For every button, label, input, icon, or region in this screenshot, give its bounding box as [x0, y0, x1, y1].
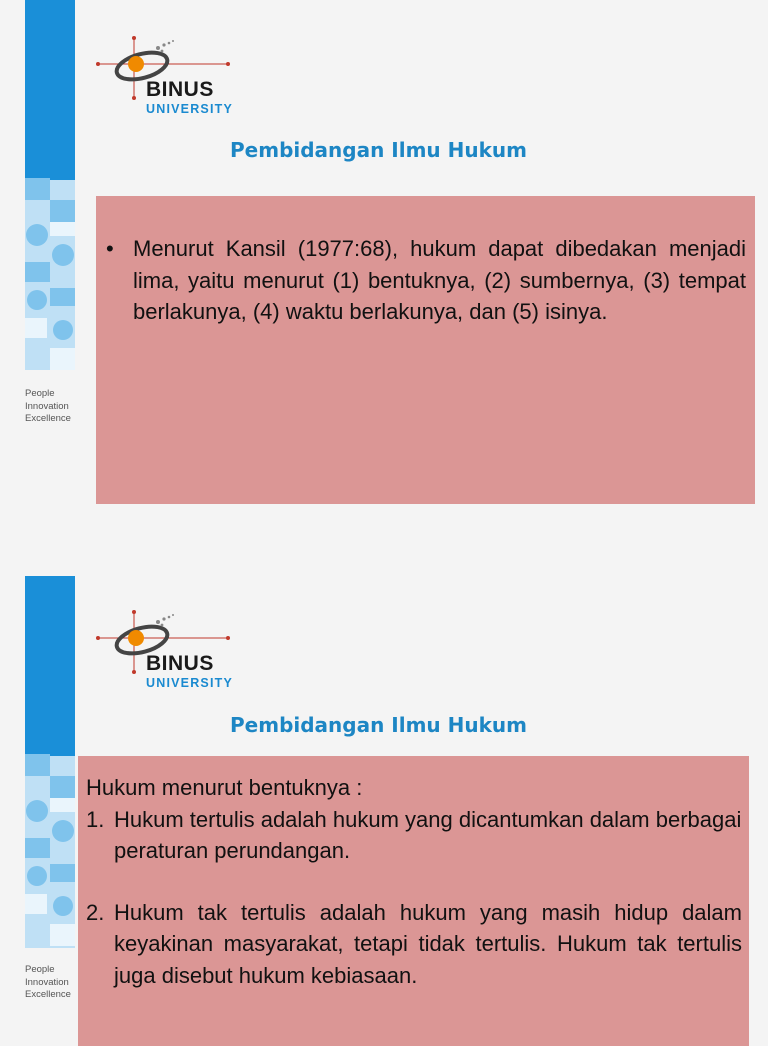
brand-subname: UNIVERSITY [146, 102, 234, 116]
list-text: Hukum tertulis adalah hukum yang dicantumkan dalam berbagai peraturan perundangan. [114, 806, 742, 863]
binus-logo [96, 34, 256, 116]
bullet-item [106, 233, 746, 328]
list-number: 1. [86, 806, 105, 832]
tagline: People Innovation Excellence [25, 964, 71, 1000]
list-number: 2. [86, 899, 105, 925]
binus-logo [96, 608, 256, 690]
tagline: People Innovation Excellence [25, 388, 71, 424]
content-heading: Hukum menurut bentuknya : [86, 775, 363, 800]
bullet-text: Menurut Kansil (1977:68), hukum dapat dibedakan menjadi lima, yaitu menurut (1) bentuknya, (2) sumbernya, (3) tempat berlakunya, (4) waktu berlakunya, dan (5) isinya. [133, 236, 746, 324]
content-box [78, 756, 749, 1046]
content-box [96, 196, 755, 504]
brand-name: BINUS [146, 652, 214, 675]
bullet-marker: • [106, 236, 114, 261]
slide-title: Pembidangan Ilmu Hukum [230, 138, 527, 162]
decorative-band [25, 576, 75, 948]
decorative-band [25, 0, 75, 370]
brand-name: BINUS [146, 78, 214, 101]
list-item [86, 897, 742, 992]
brand-subname: UNIVERSITY [146, 676, 234, 690]
slide-title: Pembidangan Ilmu Hukum [230, 713, 527, 737]
slide-2 [0, 576, 768, 1024]
list-text: Hukum tak tertulis adalah hukum yang masih hidup dalam keyakinan masyarakat, tetapi tidak tertulis. Hukum tak tertulis juga disebut hukum kebiasaan. [114, 899, 742, 988]
list-item [86, 804, 742, 867]
